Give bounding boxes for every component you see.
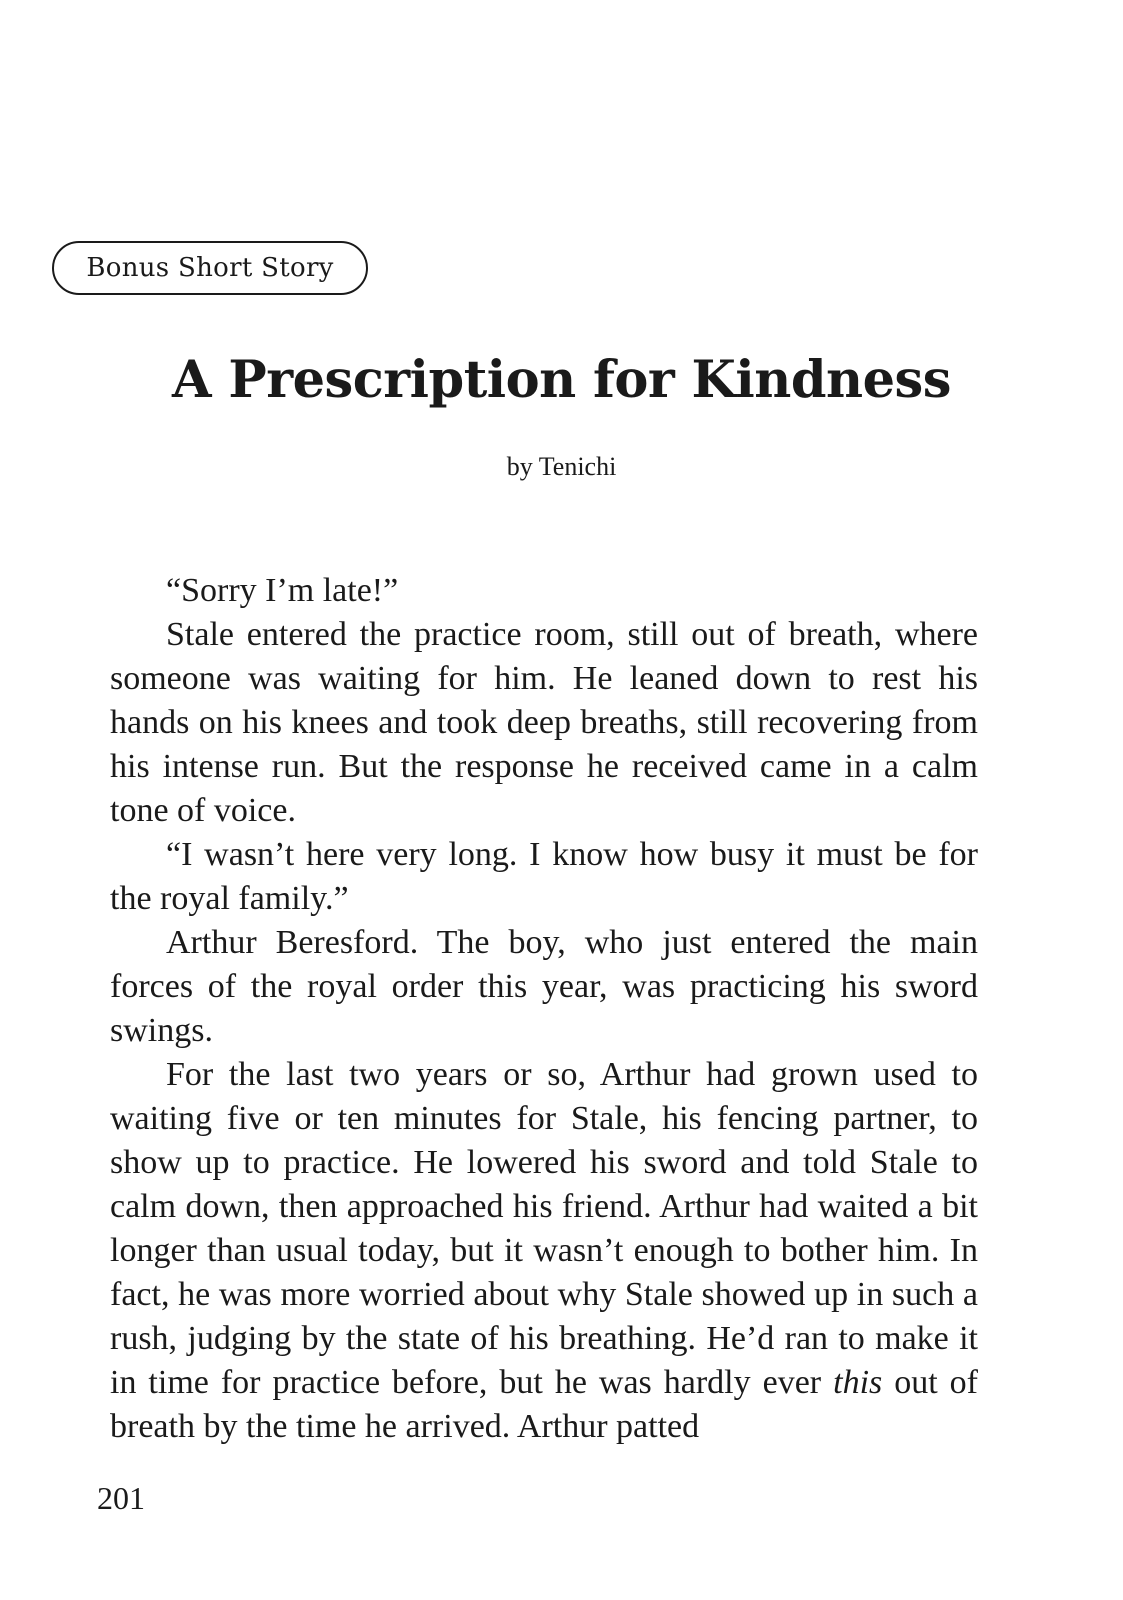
paragraph-4: Arthur Beresford. The boy, who just entered the main forces of the royal order this year, was practicing his sword swings. bbox=[110, 924, 978, 1049]
story-title: A Prescription for Kindness bbox=[172, 350, 951, 410]
paragraph-3: “I wasn’t here very long. I know how busy it must be for the royal family.” bbox=[110, 836, 978, 917]
paragraph-1: “Sorry I’m late!” bbox=[166, 572, 399, 609]
section-label-text: Bonus Short Story bbox=[86, 253, 334, 283]
author-byline: by Tenichi bbox=[506, 452, 617, 481]
paragraph-5-lead: For the last two years or so, Arthur had grown used to waiting five or ten minutes for Stale, his fencing partner, to show up to practice. He lowered his sword and told Stale to calm down, then approached his friend. Arthur had waited a bit longer than usual today, but it wasn’t enough to bother him. In fact, he was more worried about why Stale showed up in such a rush, judging by the state of his breathing. He’d ran to make it in time for practice before, but he was hardly ever bbox=[110, 1056, 978, 1401]
page-number: 201 bbox=[97, 1480, 145, 1516]
paragraph-2: Stale entered the practice room, still out of breath, where someone was waiting for him. He leaned down to rest his hands on his knees and took deep breaths, still recovering from his intense run. But the response he received came in a calm tone of voice. bbox=[110, 616, 978, 829]
paragraph-5-tail: out of breath by the time he arrived. Arthur patted bbox=[110, 1364, 979, 1445]
paragraph-5 bbox=[110, 1053, 978, 1449]
section-label-badge bbox=[52, 241, 368, 295]
story-body bbox=[110, 569, 978, 1449]
emphasized-word: this bbox=[833, 1364, 883, 1401]
